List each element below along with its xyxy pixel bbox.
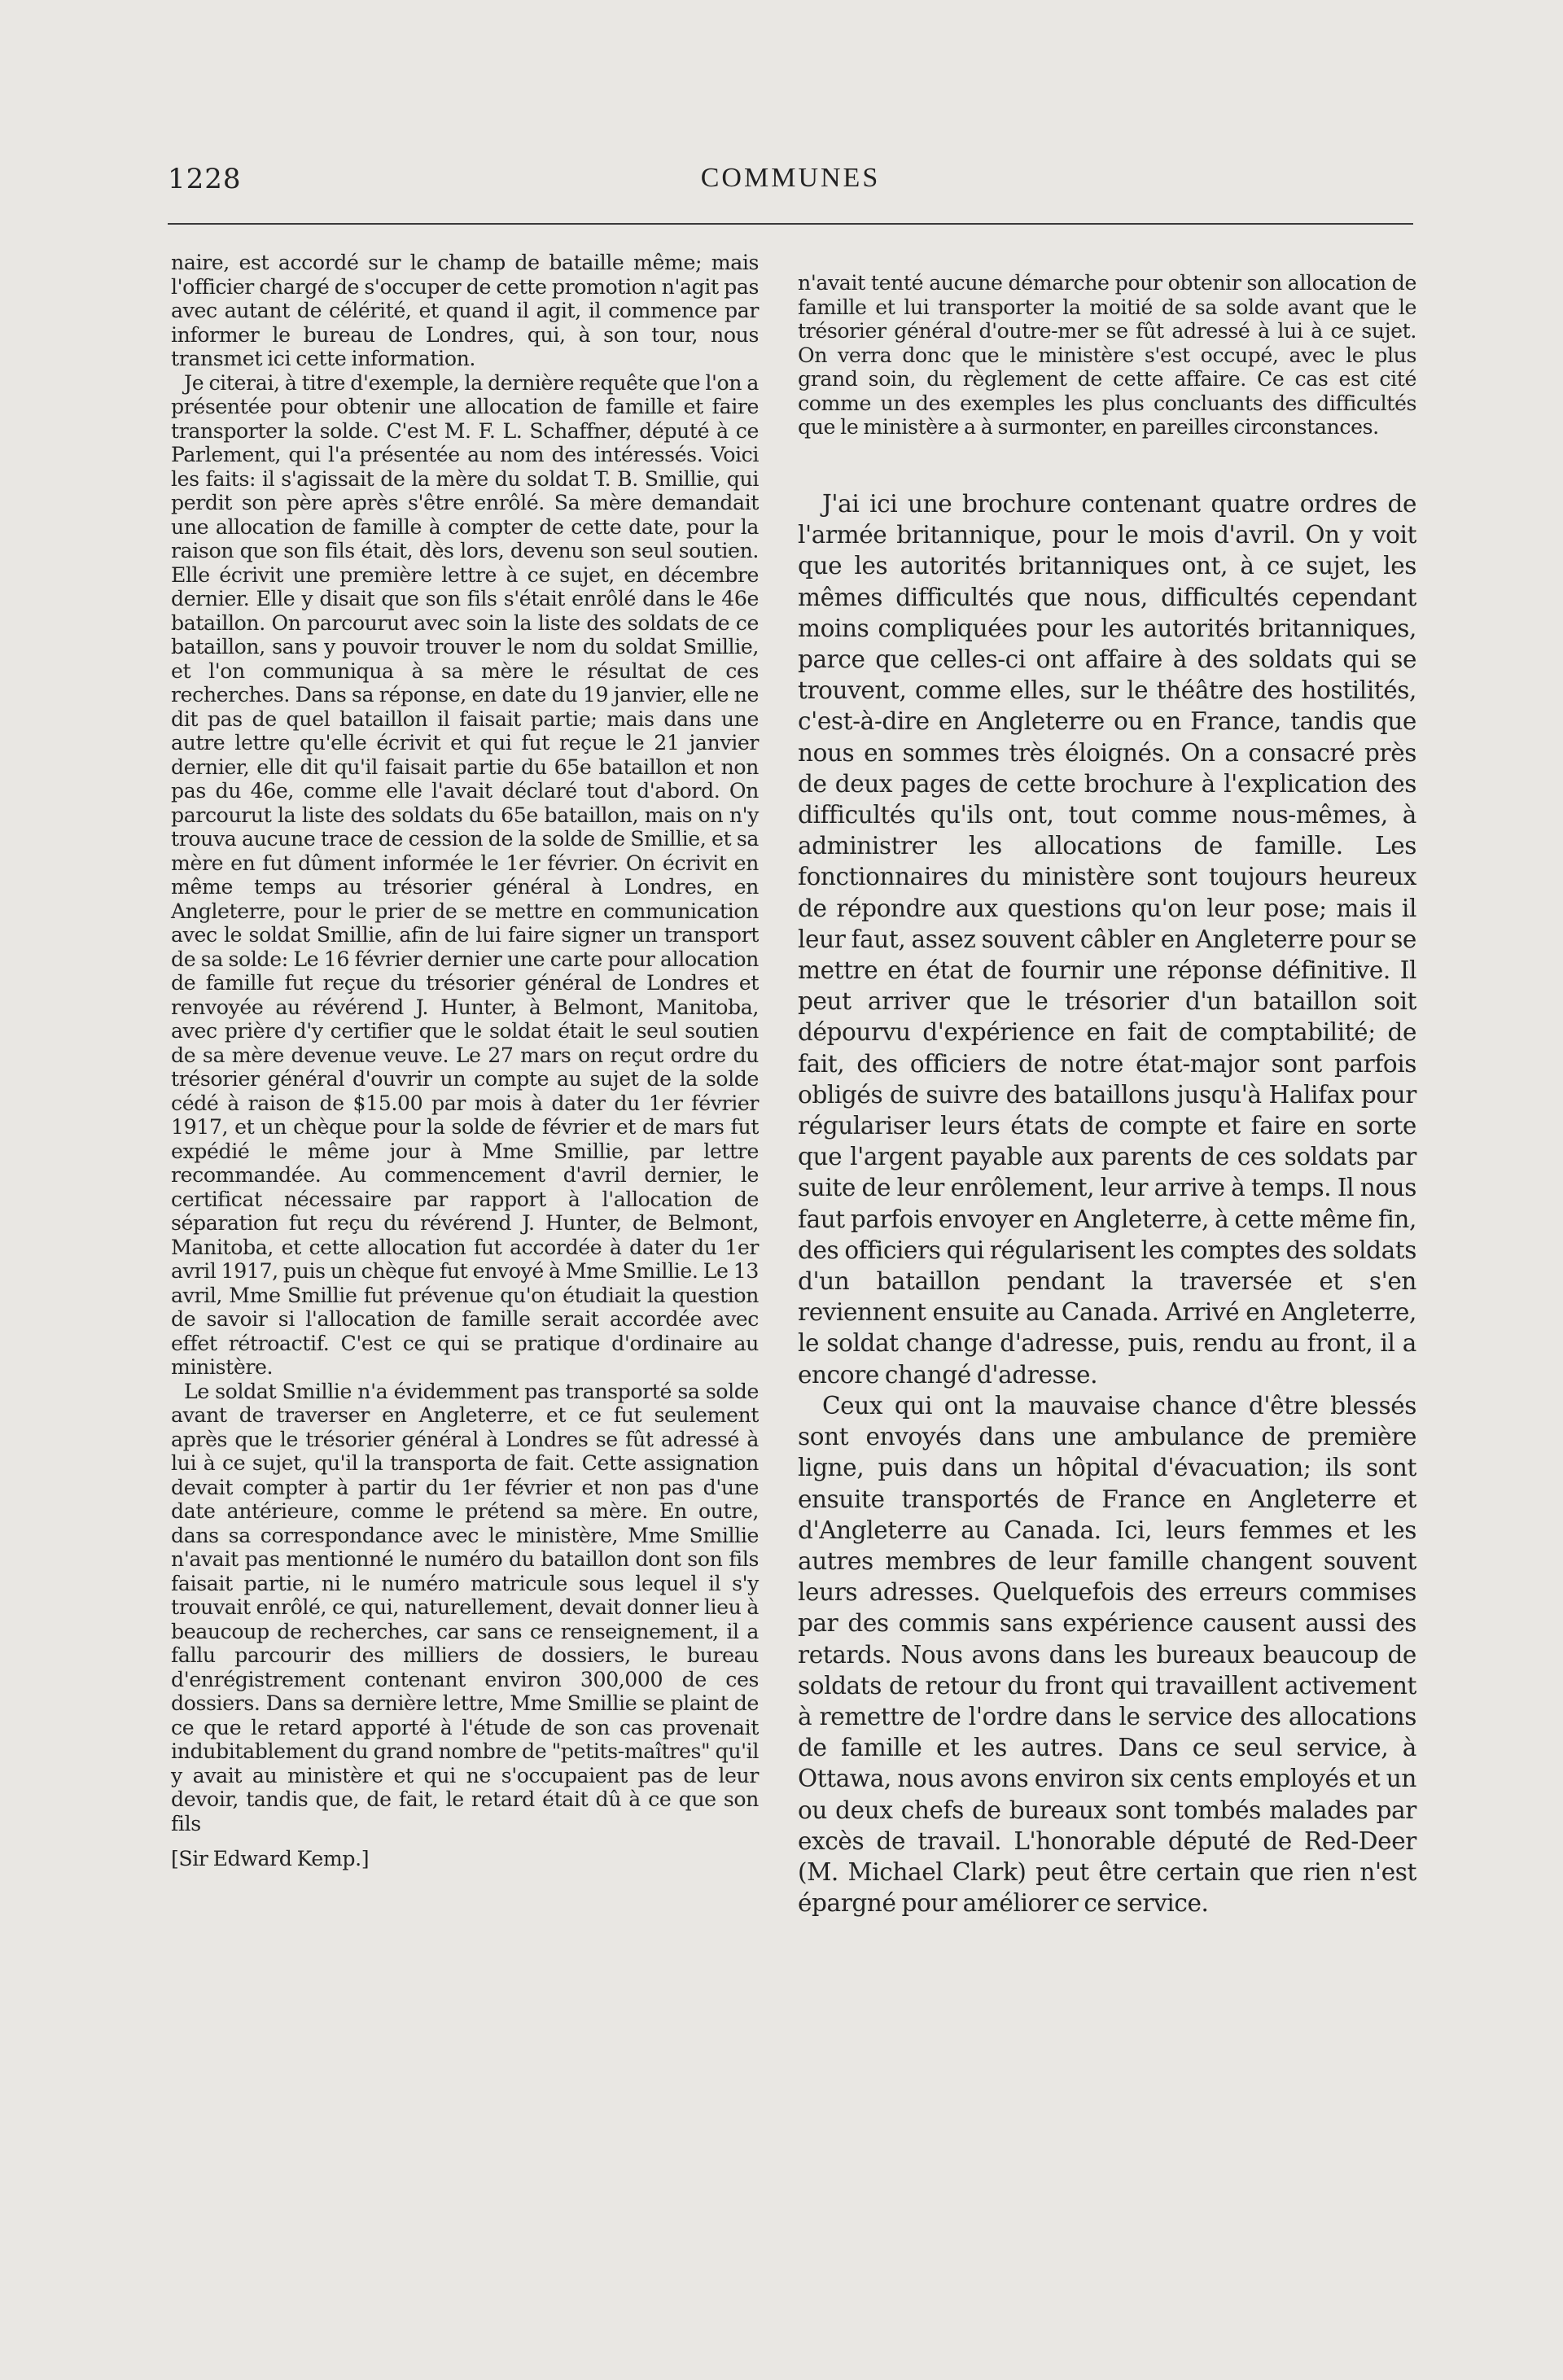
speaker-attribution: [Sir Edward Kemp.]: [171, 1847, 370, 1870]
paragraph: n'avait tenté aucune démarche pour obtenir son allocation de famille et lui transporter la moitié de sa solde avant que le trésorier général d'outre-mer se fût adressé à lui à ce sujet. On verra donc que le ministère s'est occupé, avec le plus grand soin, du règlement de cette affaire. Ce cas est cité comme un des exemples les plus concluants des difficultés que le ministère a à surmonter, en pareilles circonstances.: [798, 271, 1416, 440]
paragraph: naire, est accordé sur le champ de bataille même; mais l'officier chargé de s'occuper de cette promotion n'agit pas avec autant de célérité, et quand il agit, il commence par informer le bureau de Londres, qui, à son tour, nous transmet ici cette information.: [171, 251, 759, 370]
paragraph: Je citerai, à titre d'exemple, la dernière requête que l'on a présentée pour obtenir une allocation de famille et faire transporter la solde. C'est M. F. L. Schaffner, député à ce Parlement, qui l'a présentée au nom des intéressés. Voici les faits: il s'agissait de la mère du soldat T. B. Smillie, qui perdit son père après s'être enrôlé. Sa mère demandait une allocation de famille à compter de cette date, pour la raison que son fils était, dès lors, devenu son seul soutien. Elle écrivit une première lettre à ce sujet, en décembre dernier. Elle y disait que son fils s'était enrôlé dans le 46e bataillon. On parcourut avec soin la liste des soldats de ce bataillon, sans y pouvoir trouver le nom du soldat Smillie, et l'on communiqua à sa mère le résultat de ces recherches. Dans sa réponse, en date du 19 janvier, elle ne dit pas de quel bataillon il faisait partie; mais dans une autre lettre qu'elle écrivit et qui fut reçue le 21 janvier dernier, elle dit qu'il faisait partie du 65e bataillon et non pas du 46e, comme elle l'avait déclaré tout d'abord. On parcourut la liste des soldats du 65e bataillon, mais on n'y trouva aucune trace de cession de la solde de Smillie, et sa mère en fut dûment informée le 1er février. On écrivit en même temps au trésorier général à Londres, en Angleterre, pour le prier de se mettre en communication avec le soldat Smillie, afin de lui faire signer un transport de sa solde: Le 16 février dernier une carte pour allocation de famille fut reçue du trésorier général de Londres et renvoyée au révérend J. Hunter, à Belmont, Manitoba, avec prière d'y certifier que le soldat était le seul soutien de sa mère devenue veuve. Le 27 mars on reçut ordre du trésorier général d'ouvrir un compte au sujet de la solde cédé à raison de $15.00 par mois à dater du 1er février 1917, et un chèque pour la solde de février et de mars fut expédié le même jour à Mme Smillie, par lettre recommandée. Au commencement d'avril dernier, le certificat nécessaire par rapport à l'allocation de séparation fut reçu du révérend J. Hunter, de Belmont, Manitoba, et cette allocation fut accordée à dater du 1er avril 1917, puis un chèque fut envoyé à Mme Smillie. Le 13 avril, Mme Smillie fut prévenue qu'on étudiait la question de savoir si l'allocation de famille serait accordée avec effet rétroactif. C'est ce qui se pratique d'ordinaire au ministère.: [171, 370, 759, 1379]
paragraph: J'ai ici une brochure contenant quatre ordres de l'armée britannique, pour le mois d'avril. On y voit que les autorités britanniques ont, à ce sujet, les mêmes difficultés que nous, difficultés cependant moins compliquées pour les autorités britanniques, parce que celles-ci ont affaire à des soldats qui se trouvent, comme elles, sur le théâtre des hostilités, c'est-à-dire en Angleterre ou en France, tandis que nous en sommes très éloignés. On a consacré près de deux pages de cette brochure à l'explication des difficultés qu'ils ont, tout comme nous-mêmes, à administrer les allocations de famille. Les fonctionnaires du ministère sont toujours heureux de répondre aux questions qu'on leur pose; mais il leur faut, assez souvent câbler en Angleterre pour se mettre en état de fournir une réponse définitive. Il peut arriver que le trésorier d'un bataillon soit dépourvu d'expérience en fait de comptabilité; de fait, des officiers de notre état-major sont parfois obligés de suivre des bataillons jusqu'à Halifax pour régulariser leurs états de compte et faire en sorte que l'argent payable aux parents de ces soldats par suite de leur enrôlement, leur arrive à temps. Il nous faut parfois envoyer en Angleterre, à cette même fin, des officiers qui régularisent les comptes des soldats d'un bataillon pendant la traversée et s'en reviennent ensuite au Canada. Arrivé en Angleterre, le soldat change d'adresse, puis, rendu au front, il a encore changé d'adresse.: [798, 490, 1416, 1389]
running-head: COMMUNES: [700, 163, 881, 193]
header-rule: [168, 223, 1413, 225]
page-number: 1228: [168, 163, 242, 195]
paragraph: Le soldat Smillie n'a évidemment pas transporté sa solde avant de traverser en Angleterre, et ce fut seulement après que le trésorier général à Londres se fût adressé à lui à ce sujet, qu'il la transporta de fait. Cette assignation devait compter à partir du 1er février et non pas d'une date antérieure, comme le prétend sa mère. En outre, dans sa correspondance avec le ministère, Mme Smillie n'avait pas mentionné le numéro du bataillon dont son fils faisait partie, ni le numéro matricule sous lequel il s'y trouvait enrôlé, ce qui, naturellement, devait donner lieu à beaucoup de recherches, car sans ce renseignement, il a fallu parcourir des milliers de dossiers, le bureau d'enrégistrement contenant environ 300,000 de ces dossiers. Dans sa dernière lettre, Mme Smillie se plaint de ce que le retard apporté à l'étude de son cas provenait indubitablement du grand nombre de "petits-maîtres" qu'il y avait au ministère et qui ne s'occupaient pas de leur devoir, tandis que, de fait, le retard était dû à ce que son fils: [171, 1379, 759, 1835]
right-column-speech: [798, 488, 1416, 1918]
page-header: [168, 163, 1413, 203]
paragraph: Ceux qui ont la mauvaise chance d'être blessés sont envoyés dans une ambulance de première ligne, puis dans un hôpital d'évacuation; ils sont ensuite transportés de France en Angleterre et d'Angleterre au Canada. Ici, leurs femmes et les autres membres de leur famille changent souvent leurs adresses. Quelquefois des erreurs commises par des commis sans expérience causent aussi des retards. Nous avons dans les bureaux beaucoup de soldats de retour du front qui travaillent activement à remettre de l'ordre dans le service des allocations de famille et les autres. Dans ce seul service, à Ottawa, nous avons environ six cents employés et un ou deux chefs de bureaux sont tombés malades par excès de travail. L'honorable député de Red-Deer (M. Michael Clark) peut être certain que rien n'est épargné pour améliorer ce service.: [798, 1391, 1416, 1918]
left-column: [171, 251, 759, 1871]
right-column-continuation: [798, 251, 1416, 460]
